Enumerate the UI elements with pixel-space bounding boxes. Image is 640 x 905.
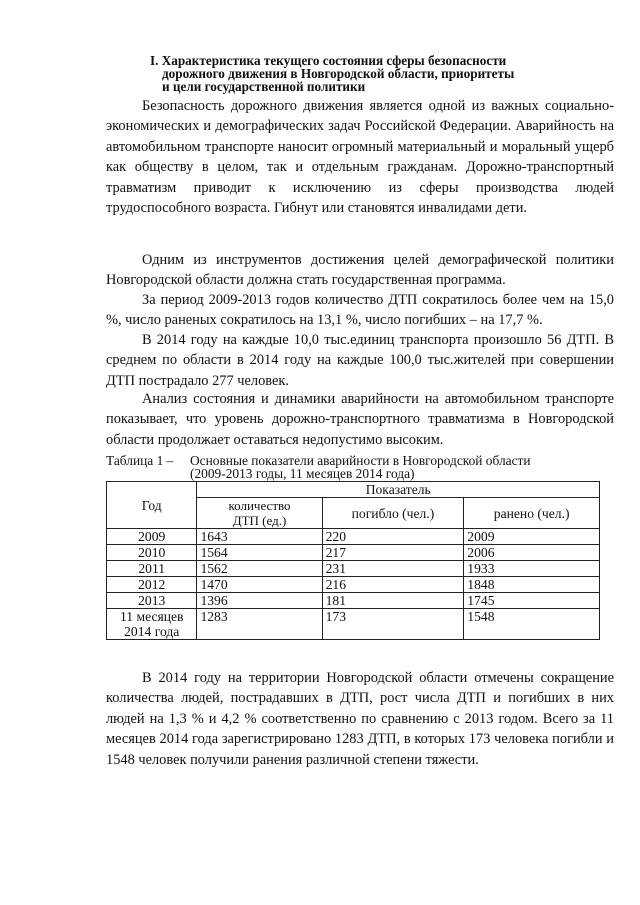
cell-count: 1643 xyxy=(197,529,322,545)
cell-injured: 1745 xyxy=(464,593,600,609)
table-caption-line: (2009-2013 годы, 11 месяцев 2014 года) xyxy=(190,466,415,481)
cell-year xyxy=(107,609,197,640)
cell-killed: 181 xyxy=(322,593,464,609)
paragraph-6 xyxy=(106,668,614,770)
cell-year: 2010 xyxy=(107,545,197,561)
heading-line: дорожного движения в Новгородской области, приоритеты xyxy=(162,66,515,81)
header-count-line: количество xyxy=(228,498,291,513)
paragraph-text: Анализ состояния и динамики аварийности на автомобильном транспорте показывает, что уровень дорожно-транспортного травматизма в Новгородской области продолжает оставаться недопустимо высоким. xyxy=(106,391,614,448)
heading-line: и цели государственной политики xyxy=(162,79,366,94)
cell-year: 2011 xyxy=(107,561,197,577)
header-count xyxy=(197,498,322,529)
paragraph-text: В 2014 году на каждые 10,0 тыс.единиц транспорта произошло 56 ДТП. В среднем по области в 2014 году на каждые 100,0 тыс.жителей при совершении ДТП пострадало 277 человек. xyxy=(106,332,614,389)
cell-year-line: 2014 года xyxy=(124,624,180,639)
cell-count: 1396 xyxy=(197,593,322,609)
paragraph-text: В 2014 году на территории Новгородской области отмечены сокращение количества людей, пострадавших в ДТП, рост числа ДТП и погибших в них людей на 1,3 % и 4,2 % соответственно по сравнению с 2013 годом. Всего за 11 месяцев 2014 года зарегистрировано 1283 ДТП, в которых 173 человека погибли и 1548 человек получили ранения различной степени тяжести. xyxy=(106,670,614,768)
paragraph-2 xyxy=(106,250,614,291)
cell-injured: 1548 xyxy=(464,609,600,640)
cell-killed: 173 xyxy=(322,609,464,640)
paragraph-5 xyxy=(106,389,614,450)
cell-year: 2009 xyxy=(107,529,197,545)
table-row xyxy=(107,609,600,640)
header-injured: ранено (чел.) xyxy=(464,498,600,529)
table-row xyxy=(107,561,600,577)
cell-killed: 217 xyxy=(322,545,464,561)
cell-count: 1562 xyxy=(197,561,322,577)
paragraph-text: Безопасность дорожного движения является одной из важных социально-экономических и демографических задач Российской Федерации. Аварийность на автомобильном транспорте наносит огромный материальный и моральный ущерб как обществу в целом, так и отдельным гражданам. Дорожно-транспортный травматизм приводит к исключению из сферы производства людей трудоспособного возраста. Гибнут или становятся инвалидами дети. xyxy=(106,98,614,217)
cell-count: 1564 xyxy=(197,545,322,561)
header-indicator: Показатель xyxy=(197,482,600,498)
table-row xyxy=(107,545,600,561)
cell-year-line: 11 месяцев xyxy=(119,609,184,624)
cell-count: 1470 xyxy=(197,577,322,593)
table-caption-prefix: Таблица 1 – xyxy=(106,453,174,468)
paragraph-text: Одним из инструментов достижения целей демографической политики Новгородской области должна стать государственная программа. xyxy=(106,252,614,289)
cell-year: 2013 xyxy=(107,593,197,609)
paragraph-1 xyxy=(106,96,614,218)
paragraph-4 xyxy=(106,330,614,391)
section-heading xyxy=(150,54,600,93)
cell-injured: 1848 xyxy=(464,577,600,593)
cell-injured: 2009 xyxy=(464,529,600,545)
table-row xyxy=(107,577,600,593)
heading-line: I. Характеристика текущего состояния сферы безопасности xyxy=(150,53,507,68)
paragraph-text: За период 2009-2013 годов количество ДТП сократилось более чем на 15,0 %, число раненых сократилось на 13,1 %, число погибших – на 17,7 %. xyxy=(106,292,614,329)
paragraph-3 xyxy=(106,290,614,331)
cell-killed: 220 xyxy=(322,529,464,545)
header-killed: погибло (чел.) xyxy=(322,498,464,529)
header-year: Год xyxy=(107,482,197,529)
cell-killed: 231 xyxy=(322,561,464,577)
cell-year: 2012 xyxy=(107,577,197,593)
table-caption-line: Основные показатели аварийности в Новгородской области xyxy=(190,453,531,468)
table-row xyxy=(107,529,600,545)
accident-stats-table xyxy=(106,481,600,640)
cell-killed: 216 xyxy=(322,577,464,593)
cell-injured: 2006 xyxy=(464,545,600,561)
header-count-line: ДТП (ед.) xyxy=(232,513,287,528)
cell-injured: 1933 xyxy=(464,561,600,577)
cell-count: 1283 xyxy=(197,609,322,640)
table-row xyxy=(107,593,600,609)
